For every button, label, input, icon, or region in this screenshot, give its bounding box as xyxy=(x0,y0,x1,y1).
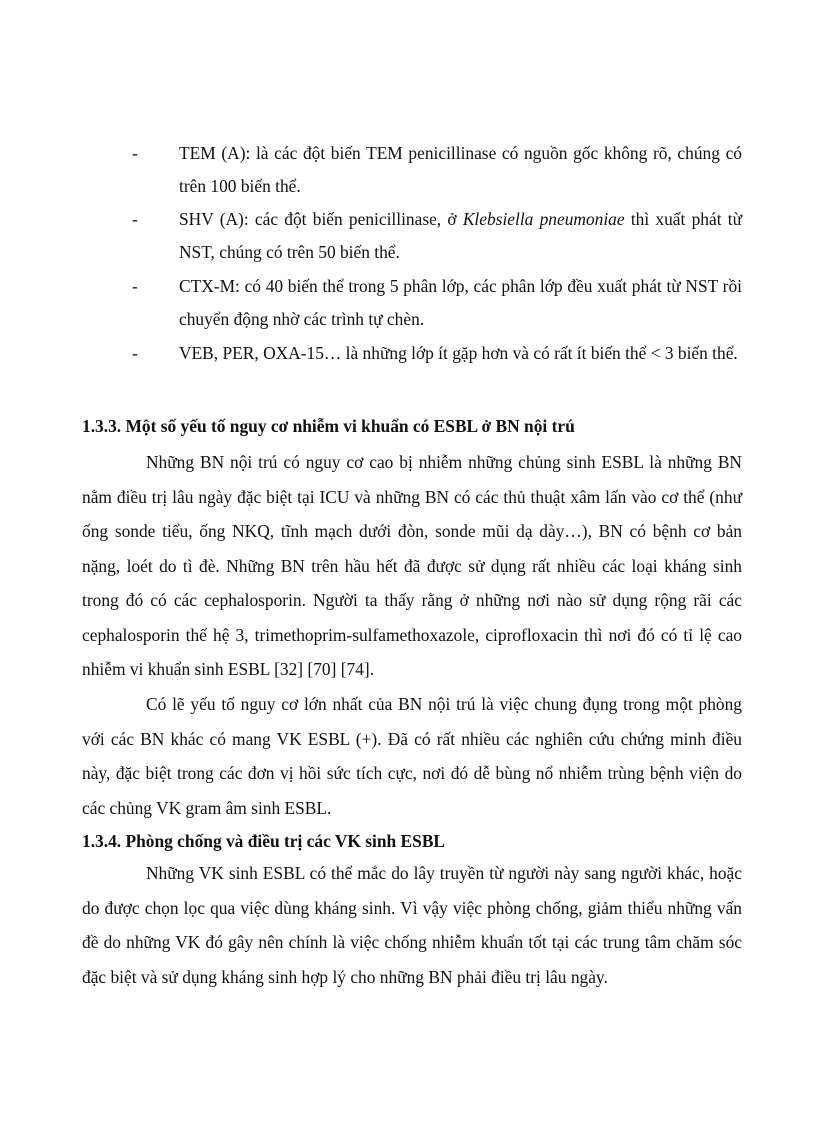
list-dash: - xyxy=(132,209,138,229)
paragraph: Có lẽ yếu tố nguy cơ lớn nhất của BN nội trú là việc chung đụng trong một phòng với các BN khác có mang VK ESBL (+). Đã có rất nhiều các nghiên cứu chứng minh điều này, đặc biệt trong các đơn vị hồi sức tích cực, nơi đó dễ bùng nổ nhiễm trùng bệnh viện do các chủng VK gram âm sinh ESBL. xyxy=(82,694,742,818)
species-name: Klebsiella pneumoniae xyxy=(462,209,625,229)
list-item xyxy=(132,270,742,336)
list-item xyxy=(132,203,742,269)
section-heading-1-3-4: 1.3.4. Phòng chống và điều trị các VK sinh ESBL xyxy=(82,831,446,851)
paragraph: Những VK sinh ESBL có thể mắc do lây truyền từ người này sang người khác, hoặc do được chọn lọc qua việc dùng kháng sinh. Vì vậy việc phòng chống, giảm thiểu những vấn đề do những VK đó gây nên chính là việc chống nhiễm khuẩn tốt tại các trung tâm chăm sóc đặc biệt và sử dụng kháng sinh hợp lý cho những BN phải điều trị lâu ngày. xyxy=(82,863,742,987)
list-item xyxy=(132,137,742,203)
list-dash: - xyxy=(132,343,138,363)
paragraph: Những BN nội trú có nguy cơ cao bị nhiễm những chủng sinh ESBL là những BN nằm điều trị lâu ngày đặc biệt tại ICU và những BN có các thủ thuật xâm lấn vào cơ thể (như ống sonde tiểu, ống NKQ, tĩnh mạch dưới đòn, sonde mũi dạ dày…), BN có bệnh cơ bản nặng, loét do tì đè. Những BN trên hầu hết đã được sử dụng rất nhiều các loại kháng sinh trong đó có các cephalosporin. Người ta thấy rằng ở những nơi nào sử dụng rộng rãi các cephalosporin thế hệ 3, trimethoprim-sulfamethoxazole, ciprofloxacin thì nơi đó có tỉ lệ cao nhiễm vi khuẩn sinh ESBL [32] [70] [74]. xyxy=(82,452,742,679)
list-item-text: TEM (A): là các đột biến TEM penicillinase có nguồn gốc không rõ, chúng có trên 100 biến thể. xyxy=(179,143,742,196)
list-item xyxy=(132,337,742,370)
list-item-text: SHV (A): các đột biến penicillinase, ở Klebsiella pneumoniae thì xuất phát từ NST, chúng có trên 50 biến thể. xyxy=(179,209,743,262)
section-heading-1-3-3: 1.3.3. Một số yếu tố nguy cơ nhiễm vi khuẩn có ESBL ở BN nội trú xyxy=(82,416,575,436)
list-item-text: CTX-M: có 40 biến thể trong 5 phân lớp, các phân lớp đều xuất phát từ NST rồi chuyển động nhờ các trình tự chèn. xyxy=(179,276,742,329)
list-dash: - xyxy=(132,276,138,296)
list-dash: - xyxy=(132,143,138,163)
list-item-text: VEB, PER, OXA-15… là những lớp ít gặp hơn và có rất ít biến thể < 3 biến thể. xyxy=(179,343,738,363)
